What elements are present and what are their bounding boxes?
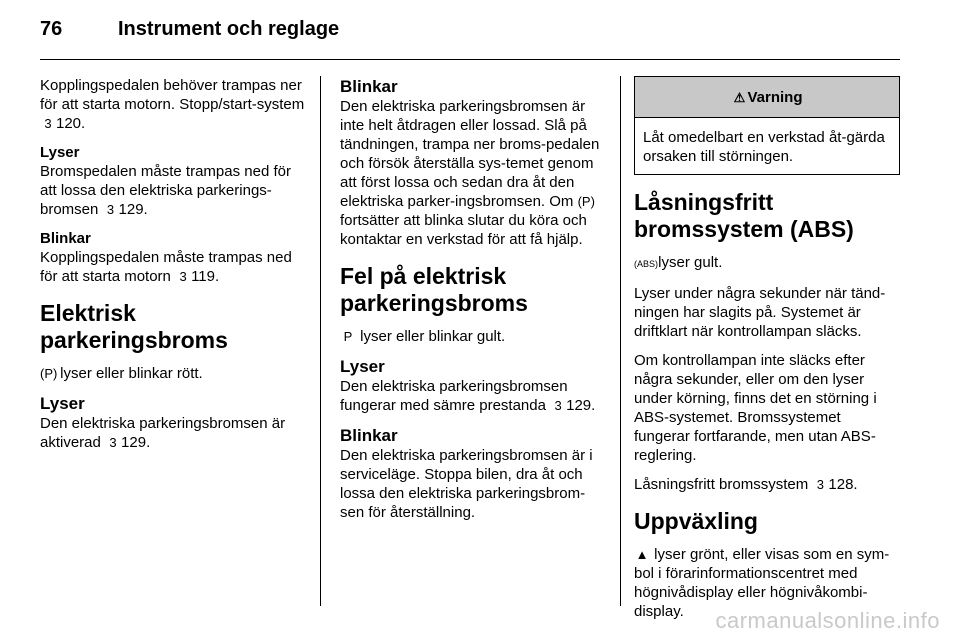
paragraph: P lyser eller blinkar gult. bbox=[340, 327, 606, 346]
section-heading: Uppväxling bbox=[634, 508, 758, 534]
section-heading: Låsningsfritt bromssystem (ABS) bbox=[634, 189, 854, 242]
page-ref-icon: 3 bbox=[44, 116, 52, 131]
page-title: Instrument och reglage bbox=[118, 18, 340, 40]
subheading: Blinkar bbox=[340, 77, 398, 96]
column-divider-1 bbox=[320, 76, 321, 606]
paragraph: Låsningsfritt bromssystem 3 128. bbox=[634, 476, 858, 493]
parking-brake-fault-icon: P bbox=[343, 329, 353, 344]
warning-text: Låt omedelbart en verkstad åt-gärda orsaken till störningen. bbox=[643, 129, 885, 165]
column-2 bbox=[340, 76, 606, 532]
page-ref-icon: 3 bbox=[816, 477, 824, 492]
subheading: Blinkar bbox=[340, 426, 398, 445]
page-ref-icon: 3 bbox=[109, 435, 117, 450]
paragraph: Den elektriska parkeringsbromsen är inte helt åtdragen eller lossad. Slå på tändningen, trampa ner broms-pedalen och försök återställa sys-temet genom att först lossa och sedan dra åt den elektriska parker-ingsbromsen. Om (P) fortsätter att blinka slutar du köra och kontaktar en verkstad för att få hjälp. bbox=[340, 98, 600, 248]
section-heading: Elektrisk parkeringsbroms bbox=[40, 300, 228, 353]
page-ref-icon: 3 bbox=[554, 398, 562, 413]
abs-icon: (ABS) bbox=[634, 259, 659, 269]
page-header bbox=[40, 18, 900, 58]
section-heading: Fel på elektrisk parkeringsbroms bbox=[340, 263, 528, 316]
column-3 bbox=[634, 76, 900, 631]
page-ref-icon: 3 bbox=[179, 269, 187, 284]
watermark: carmanualsonline.info bbox=[715, 608, 940, 633]
paragraph: Bromspedalen måste trampas ned för att lossa den elektriska parkerings-bromsen 3 129. bbox=[40, 163, 291, 218]
warning-icon: ⚠ bbox=[733, 89, 746, 105]
subheading: Lyser bbox=[340, 357, 385, 376]
paragraph: (P) lyser eller blinkar rött. bbox=[40, 365, 203, 382]
paragraph: Om kontrollampan inte släcks efter några sekunder, eller om den lyser under körning, finns det en störning i ABS-systemet. Bromssystemet fungerar fortfarande, men utan ABS-reglering. bbox=[634, 352, 877, 464]
page-ref-icon: 3 bbox=[106, 202, 115, 217]
column-1 bbox=[40, 76, 306, 462]
parking-brake-icon: (P) bbox=[577, 194, 595, 209]
paragraph: Den elektriska parkeringsbromsen fungerar med sämre prestanda 3 129. bbox=[340, 378, 596, 414]
paragraph: Den elektriska parkeringsbromsen är aktiverad 3 129. bbox=[40, 415, 286, 451]
paragraph: ▲ lyser grönt, eller visas som en sym-bol i förarinformationscentret med högnivådisplay eller högnivåkombi-display. bbox=[634, 546, 890, 620]
paragraph: (ABS) lyser gult. bbox=[634, 253, 900, 274]
upshift-icon: ▲ bbox=[635, 547, 649, 562]
paragraph: Kopplingspedalen behöver trampas ner för att starta motorn. Stopp/start-system 3 120. bbox=[40, 77, 305, 132]
parking-brake-icon: (P) bbox=[40, 366, 58, 381]
warning-header: ⚠ Varning bbox=[635, 77, 899, 118]
warning-box bbox=[634, 76, 900, 175]
subheading: Lyser bbox=[40, 144, 80, 161]
subheading: Lyser bbox=[40, 394, 85, 413]
paragraph: Den elektriska parkeringsbromsen är i serviceläge. Stoppa bilen, dra åt och lossa den elektriska parkeringsbrom-sen för återställning. bbox=[340, 447, 593, 521]
subheading: Blinkar bbox=[40, 230, 91, 247]
paragraph: Lyser under några sekunder när tänd-ningen har slagits på. Systemet är driftklart när kontrollampan släcks. bbox=[634, 285, 886, 340]
column-divider-2 bbox=[620, 76, 621, 606]
header-rule bbox=[40, 59, 900, 60]
page-number: 76 bbox=[40, 18, 63, 40]
paragraph: Kopplingspedalen måste trampas ned för att starta motorn 3 119. bbox=[40, 249, 292, 285]
